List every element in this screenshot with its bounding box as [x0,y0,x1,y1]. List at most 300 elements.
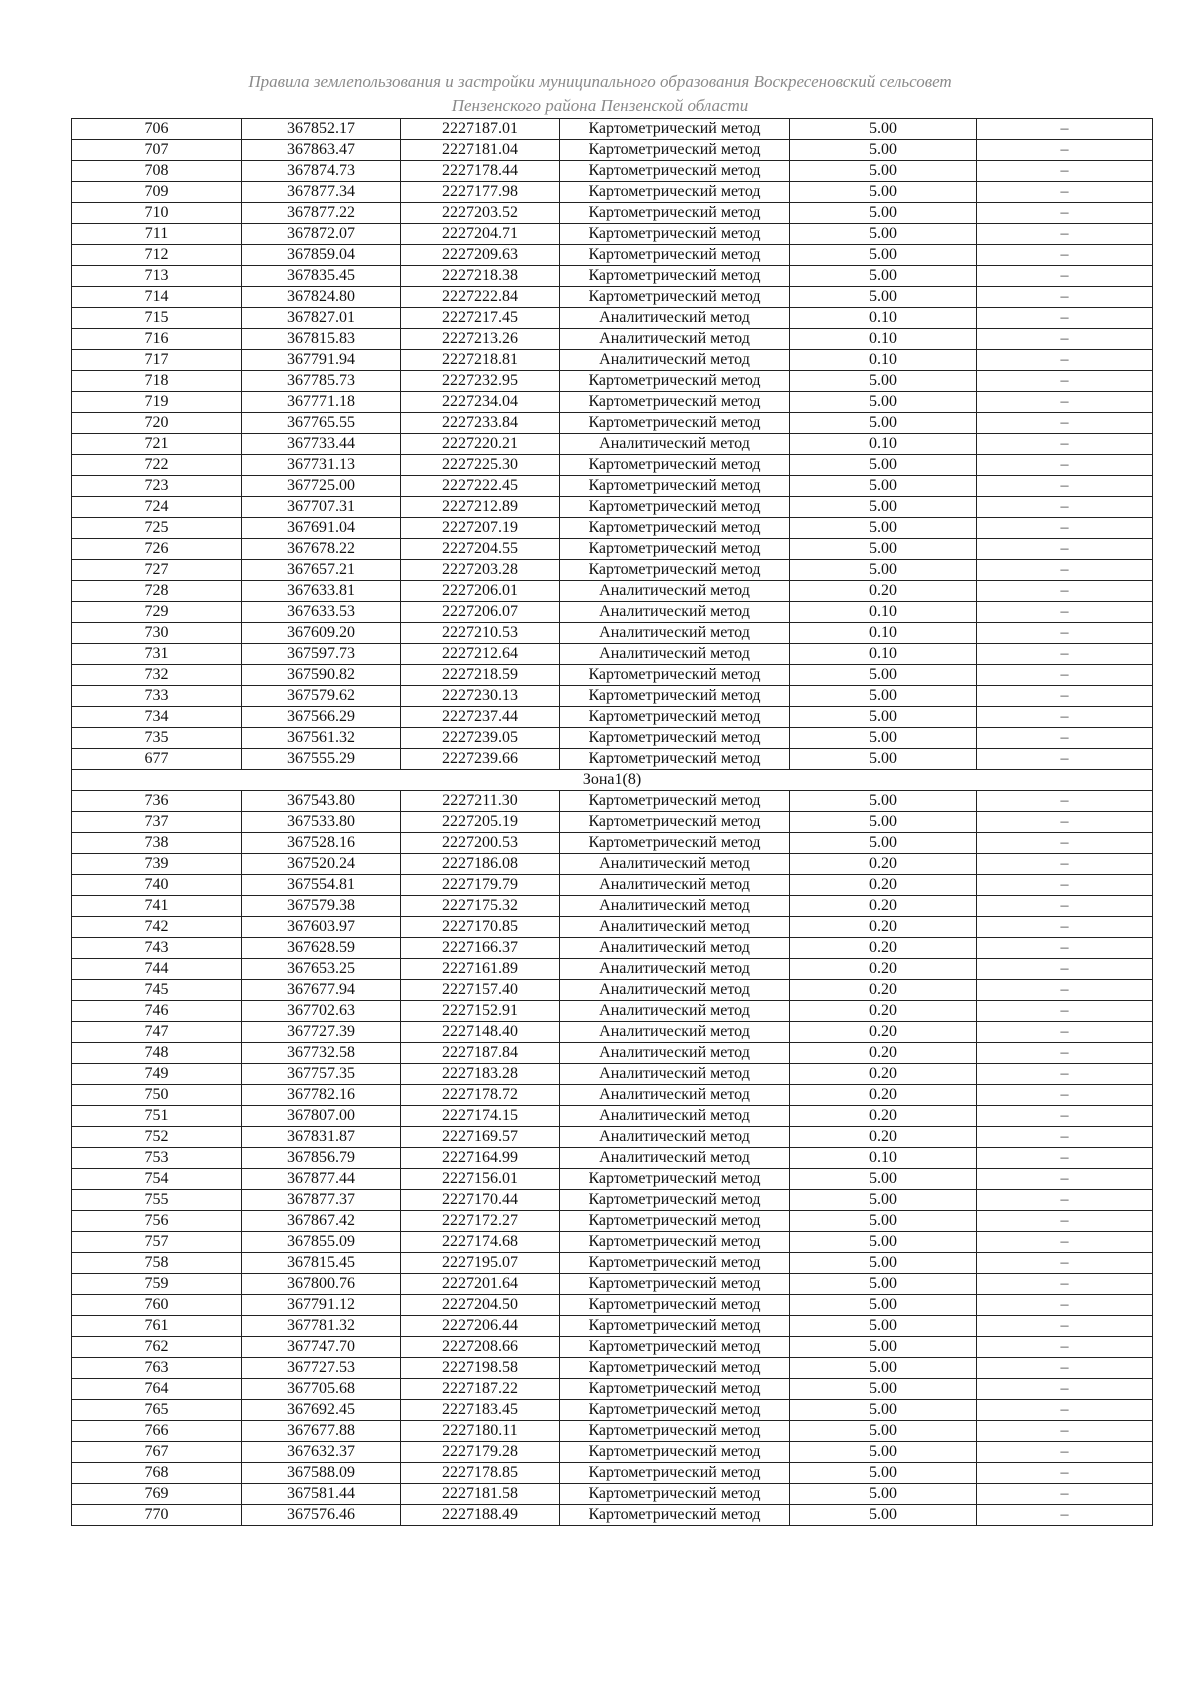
method-cell: Аналитический метод [560,1085,790,1106]
x-coordinate-cell: 367566.29 [242,707,401,728]
method-cell: Аналитический метод [560,1064,790,1085]
point-number-cell: 708 [72,161,242,182]
table-row [72,686,1153,707]
point-number-cell: 713 [72,266,242,287]
method-cell: Аналитический метод [560,1022,790,1043]
y-coordinate-cell: 2227178.72 [401,1085,560,1106]
table-row [72,980,1153,1001]
coordinates-table [71,118,1153,1526]
y-coordinate-cell: 2227212.89 [401,497,560,518]
description-cell: – [977,266,1153,287]
table-row [72,119,1153,140]
method-cell: Картометрический метод [560,140,790,161]
accuracy-cell: 5.00 [790,1169,977,1190]
point-number-cell: 725 [72,518,242,539]
accuracy-cell: 0.10 [790,350,977,371]
x-coordinate-cell: 367877.22 [242,203,401,224]
method-cell: Аналитический метод [560,602,790,623]
description-cell: – [977,182,1153,203]
x-coordinate-cell: 367597.73 [242,644,401,665]
point-number-cell: 723 [72,476,242,497]
y-coordinate-cell: 2227179.79 [401,875,560,896]
accuracy-cell: 5.00 [790,1316,977,1337]
point-number-cell: 769 [72,1484,242,1505]
y-coordinate-cell: 2227233.84 [401,413,560,434]
accuracy-cell: 5.00 [790,1295,977,1316]
accuracy-cell: 5.00 [790,1274,977,1295]
description-cell: – [977,1064,1153,1085]
table-row [72,1421,1153,1442]
x-coordinate-cell: 367520.24 [242,854,401,875]
accuracy-cell: 0.10 [790,623,977,644]
description-cell: – [977,1022,1153,1043]
table-row [72,203,1153,224]
x-coordinate-cell: 367628.59 [242,938,401,959]
method-cell: Картометрический метод [560,413,790,434]
point-number-cell: 712 [72,245,242,266]
y-coordinate-cell: 2227201.64 [401,1274,560,1295]
point-number-cell: 726 [72,539,242,560]
point-number-cell: 728 [72,581,242,602]
accuracy-cell: 5.00 [790,1484,977,1505]
y-coordinate-cell: 2227239.66 [401,749,560,770]
description-cell: – [977,224,1153,245]
accuracy-cell: 0.10 [790,602,977,623]
y-coordinate-cell: 2227232.95 [401,371,560,392]
y-coordinate-cell: 2227206.07 [401,602,560,623]
point-number-cell: 715 [72,308,242,329]
y-coordinate-cell: 2227218.59 [401,665,560,686]
x-coordinate-cell: 367707.31 [242,497,401,518]
description-cell: – [977,875,1153,896]
x-coordinate-cell: 367579.62 [242,686,401,707]
x-coordinate-cell: 367835.45 [242,266,401,287]
x-coordinate-cell: 367733.44 [242,434,401,455]
accuracy-cell: 0.20 [790,854,977,875]
accuracy-cell: 5.00 [790,413,977,434]
description-cell: – [977,1442,1153,1463]
point-number-cell: 770 [72,1505,242,1526]
accuracy-cell: 5.00 [790,749,977,770]
y-coordinate-cell: 2227195.07 [401,1253,560,1274]
accuracy-cell: 5.00 [790,266,977,287]
point-number-cell: 745 [72,980,242,1001]
table-row [72,917,1153,938]
point-number-cell: 755 [72,1190,242,1211]
x-coordinate-cell: 367791.94 [242,350,401,371]
description-cell: – [977,1043,1153,1064]
point-number-cell: 742 [72,917,242,938]
point-number-cell: 753 [72,1148,242,1169]
accuracy-cell: 5.00 [790,203,977,224]
table-row [72,812,1153,833]
x-coordinate-cell: 367705.68 [242,1379,401,1400]
table-row [72,308,1153,329]
method-cell: Аналитический метод [560,644,790,665]
table-row [72,455,1153,476]
x-coordinate-cell: 367771.18 [242,392,401,413]
x-coordinate-cell: 367603.97 [242,917,401,938]
table-row [72,833,1153,854]
description-cell: – [977,707,1153,728]
table-row [72,1379,1153,1400]
y-coordinate-cell: 2227204.50 [401,1295,560,1316]
table-row [72,1043,1153,1064]
accuracy-cell: 0.20 [790,896,977,917]
x-coordinate-cell: 367555.29 [242,749,401,770]
description-cell: – [977,623,1153,644]
accuracy-cell: 5.00 [790,1253,977,1274]
x-coordinate-cell: 367609.20 [242,623,401,644]
accuracy-cell: 5.00 [790,728,977,749]
table-row [72,245,1153,266]
method-cell: Картометрический метод [560,182,790,203]
y-coordinate-cell: 2227198.58 [401,1358,560,1379]
description-cell: – [977,1316,1153,1337]
table-row [72,1148,1153,1169]
table-row [72,140,1153,161]
y-coordinate-cell: 2227166.37 [401,938,560,959]
description-cell: – [977,749,1153,770]
method-cell: Картометрический метод [560,371,790,392]
method-cell: Картометрический метод [560,1211,790,1232]
description-cell: – [977,1505,1153,1526]
accuracy-cell: 5.00 [790,1442,977,1463]
method-cell: Аналитический метод [560,854,790,875]
description-cell: – [977,119,1153,140]
x-coordinate-cell: 367702.63 [242,1001,401,1022]
accuracy-cell: 5.00 [790,497,977,518]
table-row [72,560,1153,581]
accuracy-cell: 5.00 [790,1379,977,1400]
description-cell: – [977,1421,1153,1442]
table-row [72,1022,1153,1043]
x-coordinate-cell: 367785.73 [242,371,401,392]
accuracy-cell: 5.00 [790,1190,977,1211]
description-cell: – [977,350,1153,371]
description-cell: – [977,1358,1153,1379]
x-coordinate-cell: 367731.13 [242,455,401,476]
accuracy-cell: 5.00 [790,791,977,812]
x-coordinate-cell: 367855.09 [242,1232,401,1253]
accuracy-cell: 0.20 [790,938,977,959]
y-coordinate-cell: 2227211.30 [401,791,560,812]
accuracy-cell: 5.00 [790,140,977,161]
table-row [72,875,1153,896]
method-cell: Картометрический метод [560,749,790,770]
point-number-cell: 762 [72,1337,242,1358]
table-row [72,1442,1153,1463]
description-cell: – [977,539,1153,560]
method-cell: Аналитический метод [560,623,790,644]
method-cell: Аналитический метод [560,1148,790,1169]
point-number-cell: 757 [72,1232,242,1253]
table-row [72,371,1153,392]
description-cell: – [977,161,1153,182]
y-coordinate-cell: 2227181.04 [401,140,560,161]
x-coordinate-cell: 367588.09 [242,1463,401,1484]
table-row [72,602,1153,623]
y-coordinate-cell: 2227186.08 [401,854,560,875]
accuracy-cell: 5.00 [790,161,977,182]
method-cell: Картометрический метод [560,1463,790,1484]
accuracy-cell: 5.00 [790,119,977,140]
table-row [72,1169,1153,1190]
table-row [72,1358,1153,1379]
y-coordinate-cell: 2227206.01 [401,581,560,602]
y-coordinate-cell: 2227210.53 [401,623,560,644]
x-coordinate-cell: 367691.04 [242,518,401,539]
description-cell: – [977,581,1153,602]
x-coordinate-cell: 367782.16 [242,1085,401,1106]
accuracy-cell: 0.10 [790,308,977,329]
table-row [72,518,1153,539]
description-cell: – [977,560,1153,581]
method-cell: Картометрический метод [560,707,790,728]
y-coordinate-cell: 2227204.71 [401,224,560,245]
description-cell: – [977,203,1153,224]
method-cell: Картометрический метод [560,455,790,476]
description-cell: – [977,329,1153,350]
x-coordinate-cell: 367867.42 [242,1211,401,1232]
y-coordinate-cell: 2227205.19 [401,812,560,833]
description-cell: – [977,791,1153,812]
y-coordinate-cell: 2227164.99 [401,1148,560,1169]
method-cell: Картометрический метод [560,245,790,266]
y-coordinate-cell: 2227187.01 [401,119,560,140]
table-row [72,1295,1153,1316]
accuracy-cell: 0.10 [790,1148,977,1169]
x-coordinate-cell: 367791.12 [242,1295,401,1316]
method-cell: Картометрический метод [560,392,790,413]
x-coordinate-cell: 367800.76 [242,1274,401,1295]
table-row [72,497,1153,518]
y-coordinate-cell: 2227180.11 [401,1421,560,1442]
table-row [72,1274,1153,1295]
point-number-cell: 733 [72,686,242,707]
point-number-cell: 729 [72,602,242,623]
description-cell: – [977,1148,1153,1169]
method-cell: Картометрический метод [560,203,790,224]
method-cell: Картометрический метод [560,1484,790,1505]
x-coordinate-cell: 367561.32 [242,728,401,749]
method-cell: Картометрический метод [560,1400,790,1421]
point-number-cell: 730 [72,623,242,644]
point-number-cell: 768 [72,1463,242,1484]
point-number-cell: 735 [72,728,242,749]
y-coordinate-cell: 2227177.98 [401,182,560,203]
point-number-cell: 732 [72,665,242,686]
description-cell: – [977,980,1153,1001]
page-header [0,70,1200,118]
point-number-cell: 736 [72,791,242,812]
point-number-cell: 756 [72,1211,242,1232]
description-cell: – [977,1253,1153,1274]
accuracy-cell: 0.20 [790,917,977,938]
point-number-cell: 763 [72,1358,242,1379]
accuracy-cell: 5.00 [790,1400,977,1421]
point-number-cell: 764 [72,1379,242,1400]
method-cell: Аналитический метод [560,938,790,959]
point-number-cell: 737 [72,812,242,833]
point-number-cell: 761 [72,1316,242,1337]
table-row [72,1190,1153,1211]
method-cell: Аналитический метод [560,959,790,980]
table-body-after-zone [72,791,1153,1526]
y-coordinate-cell: 2227203.28 [401,560,560,581]
x-coordinate-cell: 367872.07 [242,224,401,245]
accuracy-cell: 5.00 [790,686,977,707]
method-cell: Аналитический метод [560,1001,790,1022]
y-coordinate-cell: 2227187.84 [401,1043,560,1064]
x-coordinate-cell: 367852.17 [242,119,401,140]
point-number-cell: 750 [72,1085,242,1106]
point-number-cell: 710 [72,203,242,224]
description-cell: – [977,245,1153,266]
method-cell: Картометрический метод [560,833,790,854]
point-number-cell: 743 [72,938,242,959]
method-cell: Картометрический метод [560,560,790,581]
method-cell: Картометрический метод [560,1505,790,1526]
method-cell: Аналитический метод [560,1127,790,1148]
point-number-cell: 716 [72,329,242,350]
method-cell: Аналитический метод [560,980,790,1001]
method-cell: Картометрический метод [560,1232,790,1253]
y-coordinate-cell: 2227239.05 [401,728,560,749]
table-row [72,266,1153,287]
y-coordinate-cell: 2227230.13 [401,686,560,707]
table-row [72,413,1153,434]
x-coordinate-cell: 367747.70 [242,1337,401,1358]
point-number-cell: 720 [72,413,242,434]
description-cell: – [977,1211,1153,1232]
y-coordinate-cell: 2227222.84 [401,287,560,308]
header-line-2: Пензенского района Пензенской области [451,96,749,115]
table-row [72,728,1153,749]
description-cell: – [977,1295,1153,1316]
y-coordinate-cell: 2227220.21 [401,434,560,455]
table-row [72,1337,1153,1358]
table-row [72,854,1153,875]
x-coordinate-cell: 367781.32 [242,1316,401,1337]
point-number-cell: 754 [72,1169,242,1190]
point-number-cell: 748 [72,1043,242,1064]
description-cell: – [977,1463,1153,1484]
method-cell: Картометрический метод [560,1337,790,1358]
y-coordinate-cell: 2227161.89 [401,959,560,980]
y-coordinate-cell: 2227203.52 [401,203,560,224]
x-coordinate-cell: 367815.83 [242,329,401,350]
accuracy-cell: 0.20 [790,959,977,980]
x-coordinate-cell: 367827.01 [242,308,401,329]
point-number-cell: 717 [72,350,242,371]
y-coordinate-cell: 2227183.45 [401,1400,560,1421]
point-number-cell: 739 [72,854,242,875]
description-cell: – [977,1085,1153,1106]
table-row [72,1505,1153,1526]
x-coordinate-cell: 367863.47 [242,140,401,161]
description-cell: – [977,518,1153,539]
accuracy-cell: 5.00 [790,1421,977,1442]
table-row [72,959,1153,980]
description-cell: – [977,959,1153,980]
y-coordinate-cell: 2227213.26 [401,329,560,350]
method-cell: Картометрический метод [560,266,790,287]
table-row [72,434,1153,455]
x-coordinate-cell: 367554.81 [242,875,401,896]
description-cell: – [977,1400,1153,1421]
point-number-cell: 758 [72,1253,242,1274]
x-coordinate-cell: 367590.82 [242,665,401,686]
method-cell: Картометрический метод [560,791,790,812]
point-number-cell: 744 [72,959,242,980]
x-coordinate-cell: 367727.53 [242,1358,401,1379]
description-cell: – [977,287,1153,308]
y-coordinate-cell: 2227178.85 [401,1463,560,1484]
accuracy-cell: 5.00 [790,665,977,686]
y-coordinate-cell: 2227174.68 [401,1232,560,1253]
description-cell: – [977,434,1153,455]
description-cell: – [977,854,1153,875]
description-cell: – [977,1127,1153,1148]
table-row [72,1064,1153,1085]
x-coordinate-cell: 367807.00 [242,1106,401,1127]
accuracy-cell: 5.00 [790,182,977,203]
method-cell: Аналитический метод [560,581,790,602]
method-cell: Картометрический метод [560,161,790,182]
accuracy-cell: 0.10 [790,434,977,455]
table-row [72,1463,1153,1484]
x-coordinate-cell: 367831.87 [242,1127,401,1148]
table-row [72,644,1153,665]
table-row [72,665,1153,686]
accuracy-cell: 5.00 [790,1358,977,1379]
accuracy-cell: 0.20 [790,581,977,602]
table-row [72,581,1153,602]
table-row [72,938,1153,959]
accuracy-cell: 5.00 [790,1463,977,1484]
x-coordinate-cell: 367874.73 [242,161,401,182]
point-number-cell: 714 [72,287,242,308]
y-coordinate-cell: 2227225.30 [401,455,560,476]
point-number-cell: 719 [72,392,242,413]
description-cell: – [977,308,1153,329]
description-cell: – [977,1484,1153,1505]
accuracy-cell: 5.00 [790,1505,977,1526]
point-number-cell: 740 [72,875,242,896]
table-row [72,1001,1153,1022]
accuracy-cell: 5.00 [790,833,977,854]
point-number-cell: 759 [72,1274,242,1295]
y-coordinate-cell: 2227234.04 [401,392,560,413]
accuracy-cell: 5.00 [790,476,977,497]
table-row [72,350,1153,371]
table-row [72,707,1153,728]
point-number-cell: 747 [72,1022,242,1043]
accuracy-cell: 0.20 [790,1127,977,1148]
x-coordinate-cell: 367581.44 [242,1484,401,1505]
y-coordinate-cell: 2227218.38 [401,266,560,287]
point-number-cell: 765 [72,1400,242,1421]
zone-section [72,770,1153,791]
y-coordinate-cell: 2227170.44 [401,1190,560,1211]
x-coordinate-cell: 367725.00 [242,476,401,497]
method-cell: Картометрический метод [560,728,790,749]
accuracy-cell: 5.00 [790,455,977,476]
accuracy-cell: 0.20 [790,1022,977,1043]
table-row [72,224,1153,245]
description-cell: – [977,1274,1153,1295]
